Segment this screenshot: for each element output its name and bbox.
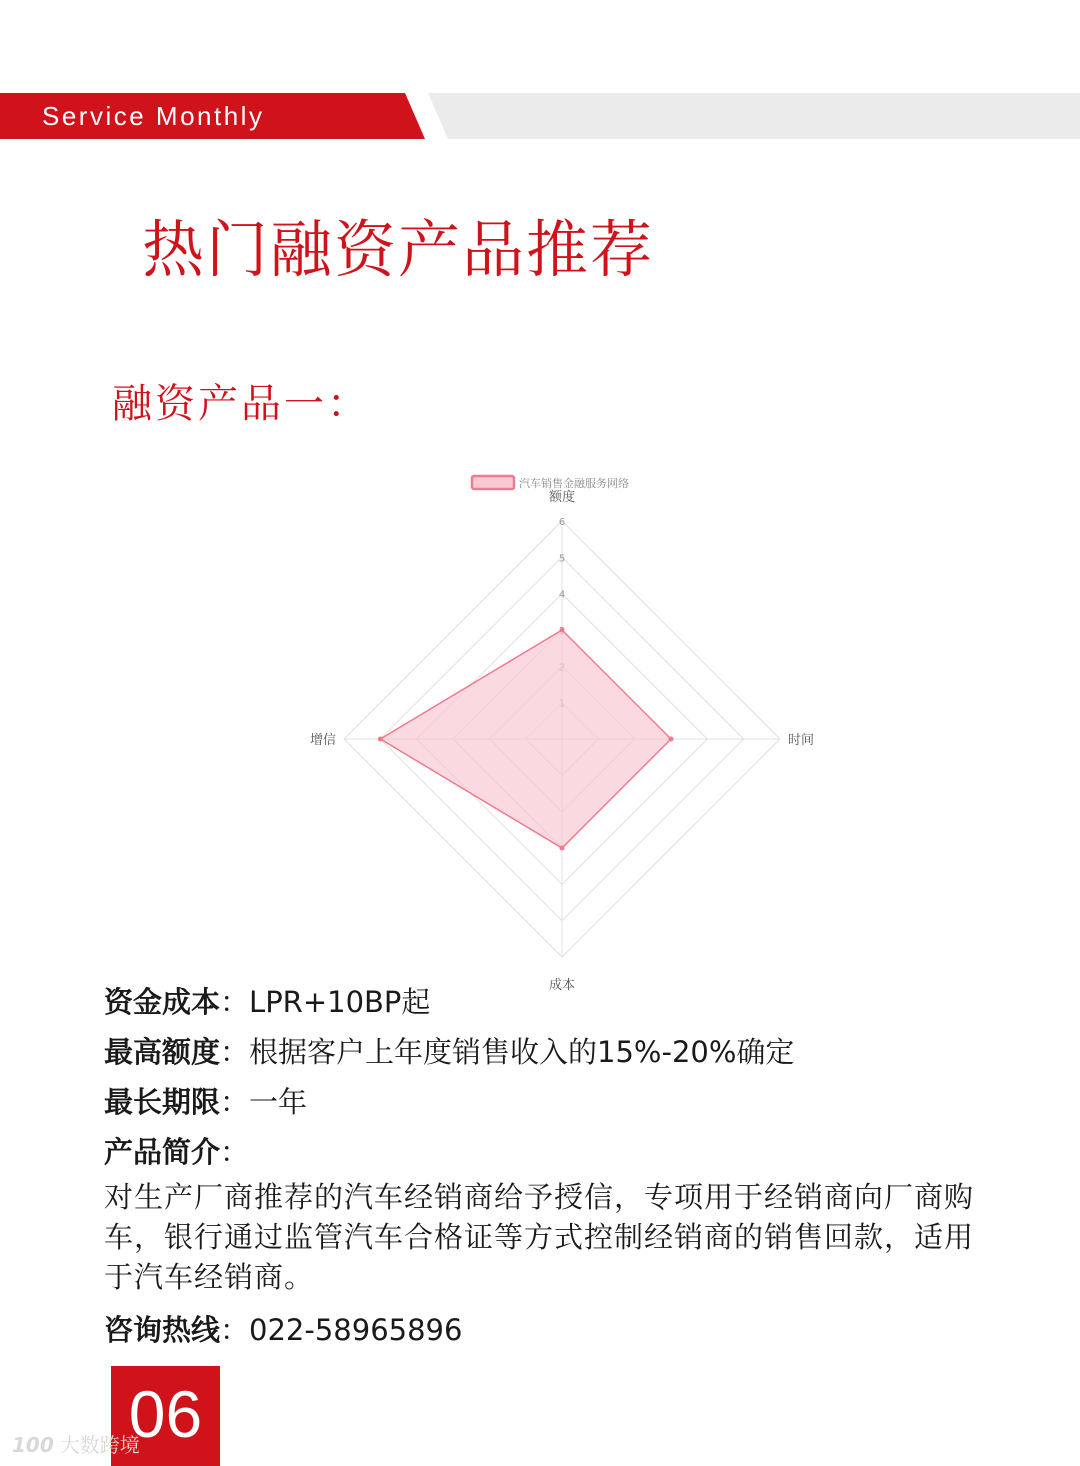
hotline-colon: ： bbox=[220, 1313, 250, 1347]
cost-row bbox=[104, 980, 984, 1021]
radar-series-area bbox=[380, 630, 671, 848]
cost-value: LPR+10BP起 bbox=[249, 985, 431, 1019]
hotline-row bbox=[104, 1308, 984, 1349]
intro-colon: ： bbox=[220, 1135, 250, 1169]
radar-axis-label: 额度 bbox=[548, 490, 576, 505]
watermark-text: 大数跨境 bbox=[59, 1433, 140, 1457]
legend-label: 汽车销售金融服务网络 bbox=[519, 477, 629, 490]
term-colon: ： bbox=[220, 1085, 250, 1119]
page-title: 热门融资产品推荐 bbox=[142, 213, 655, 286]
term-row bbox=[104, 1080, 984, 1121]
section-title: 融资产品一： bbox=[112, 381, 370, 427]
radar-point bbox=[378, 737, 383, 742]
legend-swatch bbox=[472, 476, 514, 489]
radar-chart bbox=[290, 465, 830, 993]
limit-value: 根据客户上年度销售收入的15%-20%确定 bbox=[249, 1035, 795, 1069]
hotline-value: 022-58965896 bbox=[249, 1313, 463, 1347]
radar-point bbox=[669, 737, 674, 742]
hotline-label: 咨询热线 bbox=[104, 1313, 221, 1347]
radar-tick-label: 5 bbox=[558, 553, 566, 565]
limit-label: 最高额度 bbox=[104, 1035, 221, 1069]
radar-axis-label: 时间 bbox=[788, 733, 815, 748]
term-label: 最长期限 bbox=[104, 1085, 221, 1119]
watermark bbox=[12, 1428, 140, 1462]
intro-label: 产品简介 bbox=[104, 1135, 221, 1169]
product-description: 对生产厂商推荐的汽车经销商给予授信，专项用于经销商向厂商购车，银行通过监管汽车合格证等方式控制经销商的销售回款，适用于汽车经销商。 bbox=[104, 1180, 975, 1294]
header-title: Service Monthly bbox=[42, 101, 265, 131]
radar-tick-label: 6 bbox=[558, 517, 566, 528]
limit-colon: ： bbox=[220, 1035, 250, 1069]
intro-row bbox=[104, 1130, 984, 1171]
page-number: 06 bbox=[111, 1366, 220, 1466]
radar-legend bbox=[472, 476, 629, 490]
cost-label: 资金成本 bbox=[104, 985, 221, 1019]
radar-point bbox=[560, 846, 565, 851]
radar-axis-label: 增信 bbox=[309, 733, 336, 748]
radar-point bbox=[560, 628, 565, 633]
radar-axis-label: 成本 bbox=[548, 978, 576, 993]
radar-chart-svg bbox=[290, 465, 830, 993]
watermark-logo: 100 bbox=[12, 1433, 54, 1457]
cost-colon: ： bbox=[220, 985, 250, 1019]
header-banner-gray bbox=[428, 93, 1080, 139]
limit-row bbox=[104, 1030, 984, 1071]
radar-tick-label: 4 bbox=[558, 589, 566, 601]
term-value: 一年 bbox=[249, 1085, 308, 1119]
